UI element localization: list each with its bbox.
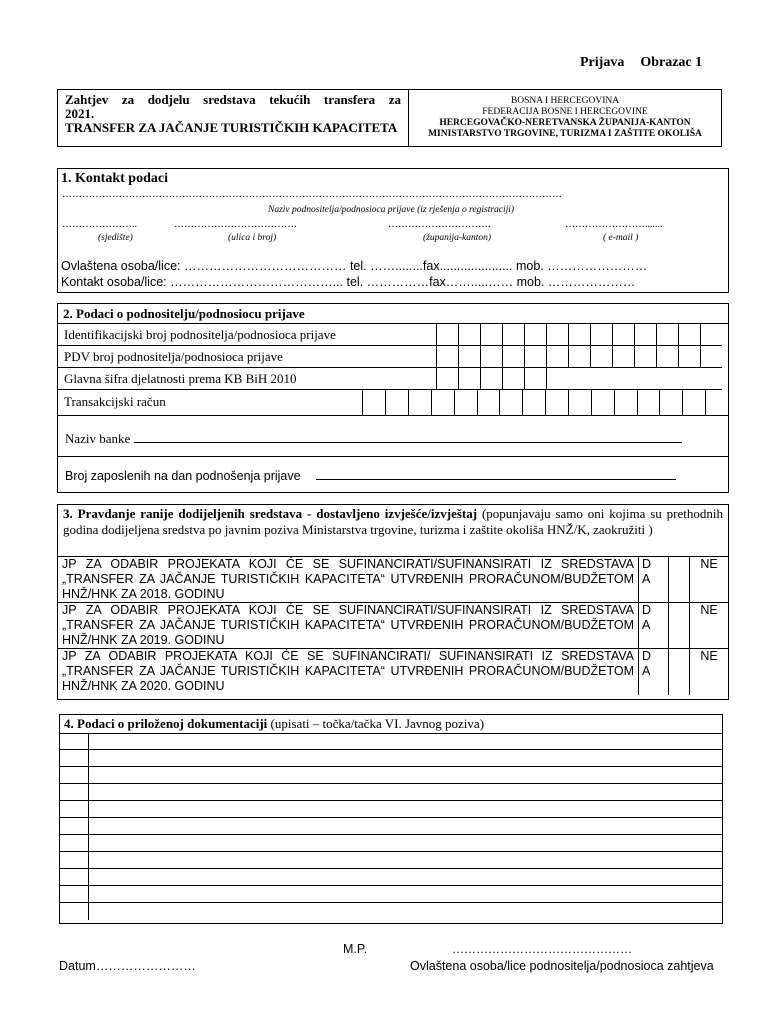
documents-table xyxy=(60,733,722,920)
digit-cell[interactable] xyxy=(614,389,637,415)
doc-number-cell[interactable] xyxy=(60,818,89,835)
digit-cell[interactable] xyxy=(547,324,569,346)
no-option[interactable]: NE xyxy=(690,649,729,695)
report-text: JP ZA ODABIR PROJEKATA KOJI ĆE SE SUFINANCIRATI/SUFINANSIRATI IZ SREDSTAVA „TRANSFER ZA JAČANJE TURISTIČKIH KAPACITETA“ UTVRĐENIH PRORAČUNOM/BUDŽETOM HNŽ/HNK ZA 2019. GODINU xyxy=(58,603,639,649)
digit-cell[interactable] xyxy=(437,346,459,368)
doc-description-cell[interactable] xyxy=(89,835,723,852)
account-row xyxy=(58,389,728,416)
digit-cell[interactable] xyxy=(613,346,635,368)
spacer-cell xyxy=(669,649,690,695)
yes-option[interactable]: D A xyxy=(639,557,669,603)
signature-caption: Ovlaštena osoba/lice podnositelja/podnosioca zahtjeva xyxy=(410,959,714,973)
section-title: 3. Pravdanje ranije dodijeljenih sredstava - dostavljeno izvješće/izvještaj (popunjavaju samo oni kojima su prethodnih godina dodijeljena sredstva po javnim poziva Ministarstva trgovine, turizma i zaštite okoliša HNŽ/K, zaokružiti ) xyxy=(63,506,723,537)
digit-cell[interactable] xyxy=(569,346,591,368)
doc-description-cell[interactable] xyxy=(89,801,723,818)
spacer-cell xyxy=(669,557,690,603)
digit-cell[interactable] xyxy=(459,368,481,390)
digit-cell[interactable] xyxy=(454,389,477,415)
digit-cell[interactable] xyxy=(591,346,613,368)
bank-label: Naziv banke xyxy=(65,431,131,446)
report-text: JP ZA ODABIR PROJEKATA KOJI ĆE SE SUFINANCIRATI/SUFINANSIRATI IZ SREDSTAVA „TRANSFER ZA JAČANJE TURISTIČKIH KAPACITETA“ UTVRĐENIH PRORAČUNOM/BUDŽETOM HNŽ/HNK ZA 2018. GODINU xyxy=(58,557,639,603)
signature-line[interactable]: ……………………………………… xyxy=(452,942,632,956)
yes-option[interactable]: D A xyxy=(639,649,669,695)
doc-description-cell[interactable] xyxy=(89,734,723,750)
report-row xyxy=(58,649,728,695)
digit-cell[interactable] xyxy=(481,324,503,346)
doc-number-cell[interactable] xyxy=(60,801,89,818)
spacer-cell xyxy=(669,603,690,649)
digit-cell[interactable] xyxy=(635,324,657,346)
digit-cell[interactable] xyxy=(683,389,706,415)
county-field[interactable]: …………………………. xyxy=(388,219,491,230)
digit-cell[interactable] xyxy=(523,389,546,415)
digit-cell[interactable] xyxy=(409,389,432,415)
section-title: 1. Kontakt podaci xyxy=(61,171,168,186)
doc-description-cell[interactable] xyxy=(89,886,723,903)
digit-cell[interactable] xyxy=(431,389,454,415)
digit-cell[interactable] xyxy=(503,368,525,390)
digit-cell[interactable] xyxy=(635,346,657,368)
email-field[interactable]: ……………………....... xyxy=(565,219,663,230)
id-number-row xyxy=(58,323,722,390)
report-row xyxy=(58,557,728,603)
yes-option[interactable]: D A xyxy=(639,603,669,649)
id-number-label: Identifikacijski broj podnositelja/podnosioca prijave xyxy=(58,324,437,346)
digit-cell[interactable] xyxy=(503,324,525,346)
seat-field[interactable]: ………………….. xyxy=(62,219,137,230)
no-option[interactable]: NE xyxy=(690,557,729,603)
digit-cell[interactable] xyxy=(363,389,386,415)
bank-name-line[interactable] xyxy=(65,431,682,447)
digit-cell[interactable] xyxy=(569,324,591,346)
digit-cell[interactable] xyxy=(591,389,614,415)
authority-block: BOSNA I HERCEGOVINA FEDERACIJA BOSNE I HERCEGOVINE HERCEGOVAČKO-NERETVANSKA ŽUPANIJA-KANTON MINISTARSTVO TRGOVINE, TURIZMA I ZAŠTITE OKOLIŠA xyxy=(428,96,702,139)
section-justification xyxy=(57,504,729,700)
digit-cell[interactable] xyxy=(525,368,547,390)
digit-cell[interactable] xyxy=(500,389,523,415)
section-title: 4. Podaci o priloženoj dokumentaciji (upisati – točka/tačka VI. Javnog poziva) xyxy=(64,716,485,731)
digit-cell[interactable] xyxy=(547,346,569,368)
name-caption: Naziv podnositelja/podnosioca prijave (iz rješenja o registraciji) xyxy=(268,205,515,215)
form-title: Zahtjev za dodjelu sredstava tekućih transfera za 2021. TRANSFER ZA JAČANJE TURISTIČKIH KAPACITETA xyxy=(65,92,401,135)
digit-cell[interactable] xyxy=(637,389,660,415)
no-option[interactable]: NE xyxy=(690,603,729,649)
authorized-person-line[interactable]: Ovlaštena osoba/lice: ………………………………… tel. ……........fax..................... mob. …………………… xyxy=(61,259,648,273)
doc-description-cell[interactable] xyxy=(89,784,723,801)
digit-cell[interactable] xyxy=(525,346,547,368)
digit-cell[interactable] xyxy=(437,324,459,346)
section-applicant xyxy=(57,303,729,493)
digit-cell[interactable] xyxy=(477,389,500,415)
stamp-placeholder: M.P. xyxy=(343,942,368,956)
doc-number-cell[interactable] xyxy=(60,852,89,869)
digit-cell[interactable] xyxy=(679,346,701,368)
doc-number-cell[interactable] xyxy=(60,835,89,852)
date-field[interactable]: Datum…………………… xyxy=(59,959,196,973)
form-number: Obrazac 1 xyxy=(640,55,703,70)
doc-number-cell[interactable] xyxy=(60,767,89,784)
doc-description-cell[interactable] xyxy=(89,767,723,784)
doc-description-cell[interactable] xyxy=(89,852,723,869)
digit-cell[interactable] xyxy=(657,346,679,368)
digit-cell[interactable] xyxy=(701,346,723,368)
digit-cell[interactable] xyxy=(525,324,547,346)
digit-cell[interactable] xyxy=(459,324,481,346)
doc-description-cell[interactable] xyxy=(89,869,723,886)
employees-label: Broj zaposlenih na dan podnošenja prijave xyxy=(65,469,301,483)
doc-number-cell[interactable] xyxy=(60,734,89,750)
doc-description-cell[interactable] xyxy=(89,818,723,835)
digit-cell[interactable] xyxy=(481,346,503,368)
doc-description-cell[interactable] xyxy=(89,750,723,767)
digit-cell[interactable] xyxy=(481,368,503,390)
digit-cell[interactable] xyxy=(503,346,525,368)
doc-number-cell[interactable] xyxy=(60,903,89,920)
digit-cell[interactable] xyxy=(679,324,701,346)
digit-cell[interactable] xyxy=(546,389,569,415)
section-documents xyxy=(59,714,723,924)
employees-line[interactable] xyxy=(65,469,676,483)
digit-cell[interactable] xyxy=(706,389,728,415)
email-caption: ( e-mail ) xyxy=(603,233,639,243)
county-caption: (županija-kanton) xyxy=(423,233,492,243)
contact-person-line[interactable]: Kontakt osoba/lice: …………………………………... tel. ……………fax…….....…… mob. ………………… xyxy=(61,275,636,289)
doc-number-cell[interactable] xyxy=(60,869,89,886)
report-text: JP ZA ODABIR PROJEKATA KOJI ĆE SE SUFINANCIRATI/ SUFINANSIRATI IZ SREDSTAVA „TRANSFER ZA JAČANJE TURISTIČKIH KAPACITETA“ UTVRĐENIH PRORAČUNOM/BUDŽETOM HNŽ/HNK ZA 2020. GODINU xyxy=(58,649,639,695)
digit-cell[interactable] xyxy=(613,324,635,346)
digit-cell[interactable] xyxy=(569,389,592,415)
digit-cell[interactable] xyxy=(660,389,683,415)
account-label: Transakcijski račun xyxy=(58,389,363,415)
activity-code-label: Glavna šifra djelatnosti prema KB BiH 2010 xyxy=(58,368,437,390)
section-contact xyxy=(57,168,729,293)
title-box xyxy=(57,89,722,147)
report-row xyxy=(58,603,728,649)
doc-description-cell[interactable] xyxy=(89,903,723,920)
section-title: 2. Podaci o podnositelju/podnosiocu prijave xyxy=(63,306,305,321)
reports-table xyxy=(58,556,728,695)
vat-number-label: PDV broj podnositelja/podnosioca prijave xyxy=(58,346,437,368)
digit-cell[interactable] xyxy=(386,389,409,415)
doc-number-cell[interactable] xyxy=(60,886,89,903)
street-caption: (ulica i broj) xyxy=(228,233,277,243)
doc-number-cell[interactable] xyxy=(60,784,89,801)
digit-cell[interactable] xyxy=(437,368,459,390)
name-field[interactable]: …………………………………………………………………………………………………………………………………… xyxy=(62,189,562,200)
digit-cell[interactable] xyxy=(459,346,481,368)
digit-cell[interactable] xyxy=(657,324,679,346)
digit-cell[interactable] xyxy=(591,324,613,346)
form-label: Prijava Obrazac 1 xyxy=(580,55,703,70)
street-field[interactable]: ………………………………. xyxy=(174,219,297,230)
digit-cell[interactable] xyxy=(701,324,723,346)
seat-caption: (sjedište) xyxy=(98,233,133,243)
doc-number-cell[interactable] xyxy=(60,750,89,767)
